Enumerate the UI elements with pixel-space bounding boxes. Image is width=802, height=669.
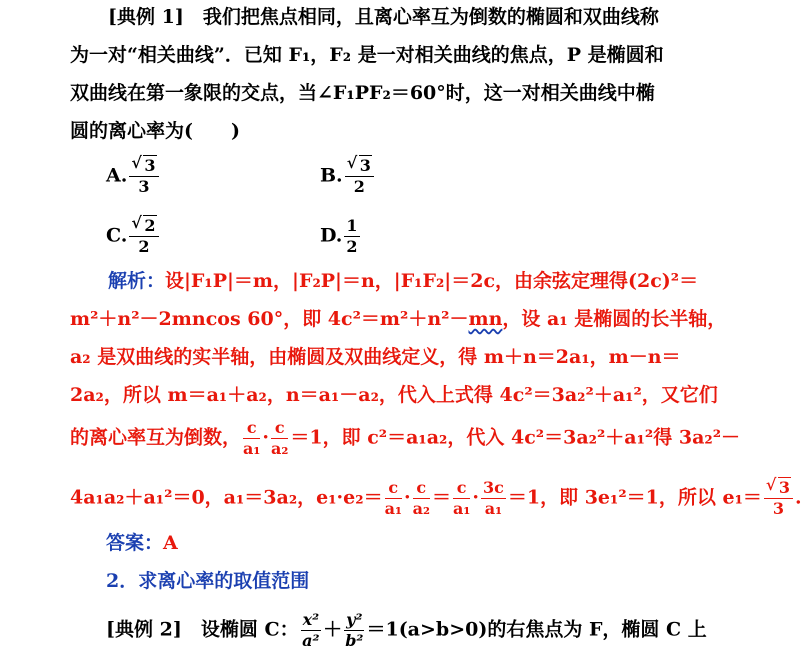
solution-line5: 的离心率互为倒数， $\frac{c}{\text{a₁}}$ · $\frac{c}{\text{a₂}}$ ＝1，即 c²＝a₁a₂，代入 4c²＝3a₂²＋a₁²得 3a₂²－ <box>70 418 741 458</box>
example2-label: [典例 2] <box>106 618 182 641</box>
option-c: C. √ 2 2 <box>106 218 161 255</box>
solution-line3: a₂ 是双曲线的实半轴，由椭圆及双曲线定义，得 m＋n＝2a₁，m－n＝ <box>70 346 681 368</box>
example1-line1: [典例 1] 我们把焦点相同，且离心率互为倒数的椭圆和双曲线称 <box>108 6 659 28</box>
option-b: B. √ 3 2 <box>320 158 376 195</box>
solution-line1: 解析：设|F₁P|＝m，|F₂P|＝n，|F₁F₂|＝2c，由余弦定理得(2c)²＝ <box>108 270 699 292</box>
option-a: A. √ 3 3 <box>106 158 161 195</box>
answer-value: A <box>163 532 178 554</box>
solution-line4: 2a₂，所以 m＝a₁＋a₂，n＝a₁－a₂，代入上式得 4c²＝3a₂²＋a₁²，又它们 <box>70 384 718 406</box>
answer <box>106 530 178 556</box>
example1-line3: 双曲线在第一象限的交点，当∠F₁PF₂＝60°时，这一对相关曲线中椭 <box>70 82 655 104</box>
solution-line6: 4a₁a₂＋a₁²＝0，a₁＝3a₂，e₁·e₂＝ $\frac{c}{\text{a₁}}$ · $\frac{c}{\text{a₂}}$ ＝ $\frac{c}{\text{a₁}}$ · $\frac{3c}{\text{a₁}}$ ＝1，即 3e₁²＝1，所以 e₁＝ √ 3 3 . <box>70 475 802 518</box>
example2-line1: [典例 2] 设椭圆 C： $\frac{\text{x²}}{\text{a²}}$ ＋ $\frac{\text{y²}}{\text{b²}}$ ＝1(a>b>0)的右焦点为 F，椭圆 C 上 <box>106 610 707 650</box>
example1-line2: 为一对“相关曲线”．已知 F₁，F₂ 是一对相关曲线的焦点，P 是椭圆和 <box>70 44 664 66</box>
section-title: 2．求离心率的取值范围 <box>106 570 310 592</box>
answer-label: 答案： <box>106 532 164 554</box>
solution-line2: m²＋n²－2mncos 60°，即 4c²＝m²＋n²－mn，设 a₁ 是椭圆的长半轴， <box>70 308 727 330</box>
solution-label: 解析： <box>108 270 166 292</box>
example1-line4: 圆的离心率为( ) <box>70 120 240 142</box>
option-d: D. $\frac{1}{2}$ <box>320 216 358 256</box>
example1-label: [典例 1] <box>108 6 184 28</box>
